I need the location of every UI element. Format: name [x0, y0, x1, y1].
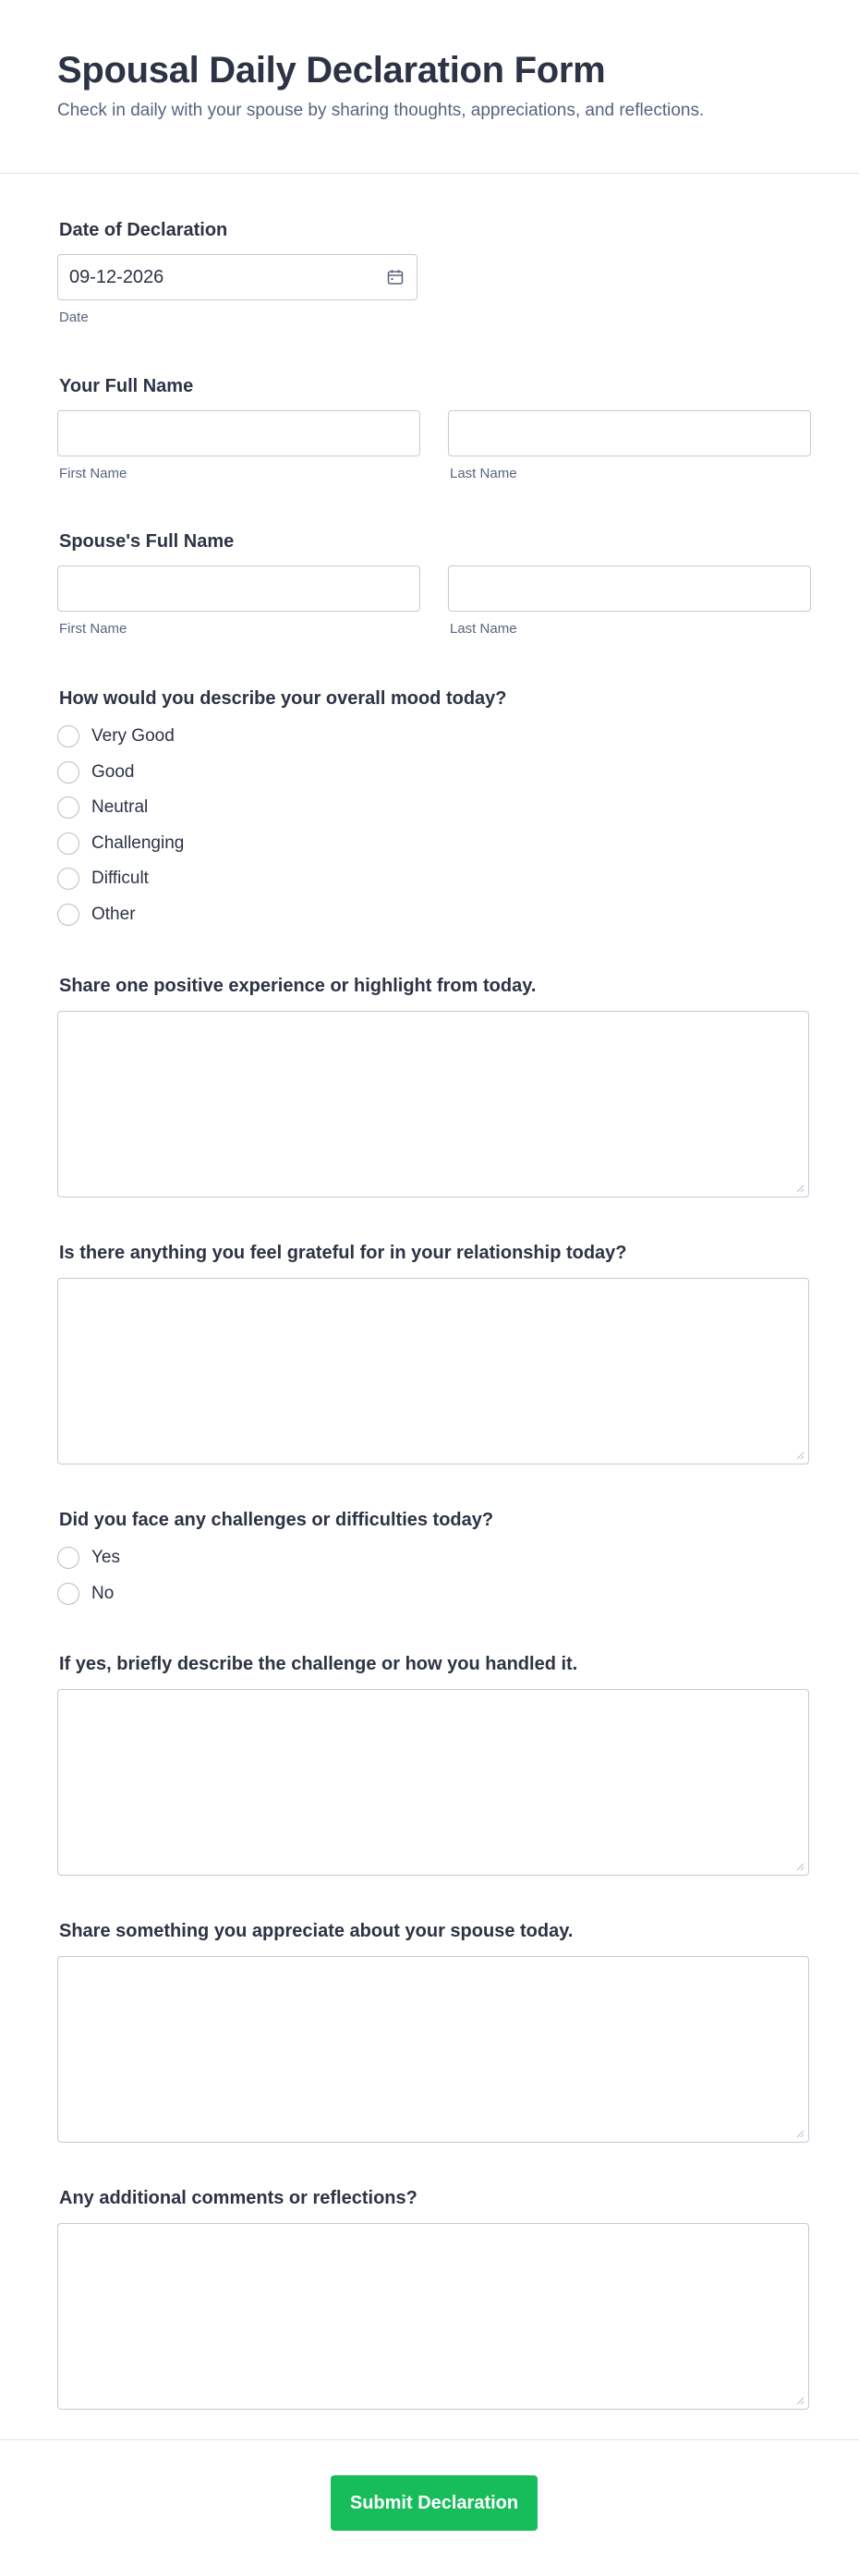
grateful-textarea[interactable] — [57, 1278, 809, 1464]
spouse-name-field — [57, 530, 811, 637]
submit-button[interactable]: Submit Declaration — [331, 2475, 538, 2531]
radio-button[interactable] — [57, 868, 79, 890]
appreciate-label: Share something you appreciate about your spouse today. — [59, 1921, 574, 1941]
radio-button[interactable] — [57, 1583, 79, 1605]
date-value: 09-12-2026 — [69, 266, 164, 287]
mood-option-neutral[interactable] — [57, 790, 507, 826]
comments-textarea[interactable] — [57, 2223, 809, 2410]
positive-field — [57, 975, 809, 1197]
radio-label: No — [91, 1583, 115, 1603]
positive-label: Share one positive experience or highlight from today. — [59, 976, 537, 996]
your-first-name-input[interactable] — [57, 410, 420, 456]
mood-option-challenging[interactable] — [57, 826, 507, 862]
radio-button[interactable] — [57, 796, 79, 819]
your-last-name-sublabel: Last Name — [450, 466, 517, 481]
your-name-field — [57, 375, 811, 481]
radio-label: Challenging — [91, 832, 185, 853]
spouse-name-label: Spouse's Full Name — [59, 531, 235, 552]
form-title: Spousal Daily Declaration Form — [57, 50, 606, 91]
positive-textarea[interactable] — [57, 1011, 809, 1197]
challenges-label: Did you face any challenges or difficulties today? — [59, 1510, 494, 1530]
form-footer — [0, 2439, 859, 2576]
challenges-options — [57, 1540, 493, 1611]
radio-button[interactable] — [57, 761, 79, 784]
mood-option-other[interactable] — [57, 897, 507, 933]
radio-label: Very Good — [91, 726, 175, 747]
your-first-name-sublabel: First Name — [59, 466, 127, 481]
mood-label: How would you describe your overall mood today? — [59, 688, 507, 709]
spouse-first-name-sublabel: First Name — [59, 621, 127, 637]
radio-label: Neutral — [91, 797, 149, 818]
resize-grip-icon[interactable] — [795, 1184, 805, 1193]
your-name-label: Your Full Name — [59, 376, 194, 396]
challenge-description-field — [57, 1653, 809, 1876]
mood-option-very-good[interactable] — [57, 719, 507, 755]
resize-grip-icon[interactable] — [795, 1862, 805, 1871]
date-field — [57, 219, 417, 325]
form-subtitle: Check in daily with your spouse by sharing thoughts, appreciations, and reflections. — [57, 101, 705, 120]
challenges-option-yes[interactable] — [57, 1540, 493, 1576]
spouse-last-name-sublabel: Last Name — [450, 621, 517, 637]
challenge-description-textarea[interactable] — [57, 1689, 809, 1876]
radio-label: Yes — [91, 1548, 120, 1568]
radio-button[interactable] — [57, 1547, 79, 1569]
radio-label: Difficult — [91, 869, 149, 889]
resize-grip-icon[interactable] — [795, 2129, 805, 2138]
comments-label: Any additional comments or reflections? — [59, 2188, 417, 2208]
date-label: Date of Declaration — [59, 220, 228, 240]
mood-options — [57, 719, 507, 932]
radio-label: Good — [91, 761, 135, 782]
challenges-field — [57, 1509, 493, 1611]
radio-button[interactable] — [57, 832, 79, 855]
radio-button[interactable] — [57, 725, 79, 747]
appreciate-textarea[interactable] — [57, 1956, 809, 2143]
spouse-last-name-input[interactable] — [448, 565, 811, 612]
radio-label: Other — [91, 904, 136, 924]
spouse-first-name-input[interactable] — [57, 565, 420, 612]
grateful-field — [57, 1242, 809, 1464]
mood-field — [57, 687, 507, 932]
date-sublabel: Date — [59, 310, 89, 325]
resize-grip-icon[interactable] — [795, 1451, 805, 1460]
mood-option-good[interactable] — [57, 755, 507, 791]
challenge-description-label: If yes, briefly describe the challenge or how you handled it. — [59, 1654, 578, 1674]
challenges-option-no[interactable] — [57, 1576, 493, 1612]
comments-field — [57, 2187, 809, 2410]
your-last-name-input[interactable] — [448, 410, 811, 456]
appreciate-field — [57, 1920, 809, 2143]
radio-button[interactable] — [57, 904, 79, 926]
form-header — [0, 0, 859, 174]
calendar-icon[interactable] — [387, 269, 404, 286]
resize-grip-icon[interactable] — [795, 2396, 805, 2405]
mood-option-difficult[interactable] — [57, 861, 507, 897]
grateful-label: Is there anything you feel grateful for in your relationship today? — [59, 1243, 627, 1263]
date-input[interactable] — [57, 254, 417, 300]
